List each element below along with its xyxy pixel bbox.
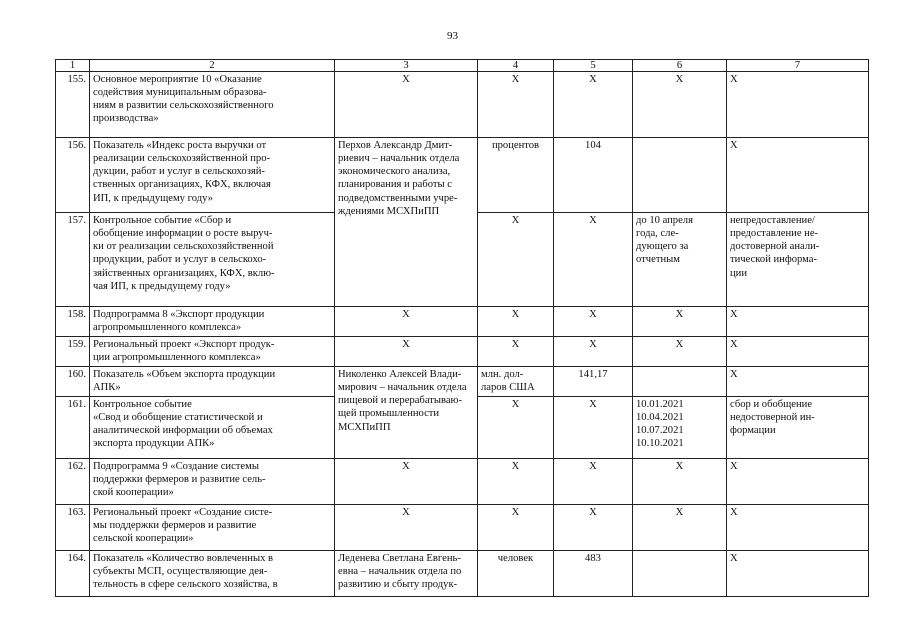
header-col-7: 7	[727, 60, 869, 72]
row-deadline	[633, 367, 727, 397]
row-value: X	[554, 505, 633, 551]
table-row	[56, 505, 869, 551]
row-value: 141,17	[554, 367, 633, 397]
row-number: 163.	[56, 505, 90, 551]
row-deadline: X	[633, 337, 727, 367]
row-responsible: X	[335, 459, 478, 505]
row-name: Показатель «Объем экспорта продукции АПК»	[90, 367, 335, 397]
row-value: 483	[554, 551, 633, 597]
row-value: X	[554, 213, 633, 307]
row-risk: X	[727, 459, 869, 505]
row-value: X	[554, 459, 633, 505]
row-risk: X	[727, 505, 869, 551]
header-col-2: 2	[90, 60, 335, 72]
row-number: 158.	[56, 307, 90, 337]
row-name: Основное мероприятие 10 «Оказание содействия муниципальным образова- ниям в развитии сельскохозяйственного производства»	[90, 72, 335, 138]
row-risk: X	[727, 72, 869, 138]
row-name: Подпрограмма 9 «Создание системы поддержки фермеров и развитие сель- ской кооперации»	[90, 459, 335, 505]
row-name: Показатель «Индекс роста выручки от реализации сельскохозяйственной про- дукции, работ и услуг в сельскохозяй- ственных организациях, КФХ, включая ИП, к предыдущему году»	[90, 138, 335, 213]
row-responsible: Николенко Алексей Влади- мирович – начальник отдела пищевой и перерабатываю- щей промышленности МСХПиПП	[335, 367, 478, 459]
row-responsible: Леденева Светлана Евгень- евна – начальник отдела по развитию и сбыту продук-	[335, 551, 478, 597]
row-value: X	[554, 337, 633, 367]
row-risk: X	[727, 307, 869, 337]
row-number: 155.	[56, 72, 90, 138]
row-responsible: Перхов Александр Дмит- риевич – начальник отдела экономического анализа, планирования и работы с подведомственными учре- ждениями МСХПиПП	[335, 138, 478, 307]
table-row	[56, 138, 869, 213]
row-value: X	[554, 397, 633, 459]
row-unit: X	[478, 307, 554, 337]
header-col-6: 6	[633, 60, 727, 72]
row-number: 157.	[56, 213, 90, 307]
table-row	[56, 551, 869, 597]
row-value: X	[554, 307, 633, 337]
row-deadline	[633, 138, 727, 213]
row-unit: млн. дол- ларов США	[478, 367, 554, 397]
row-unit: человек	[478, 551, 554, 597]
header-col-5: 5	[554, 60, 633, 72]
row-risk: X	[727, 337, 869, 367]
row-responsible: X	[335, 72, 478, 138]
row-unit: X	[478, 397, 554, 459]
row-name: Контрольное событие «Свод и обобщение статистической и аналитической информации об объемах экспорта продукции АПК»	[90, 397, 335, 459]
row-risk: непредоставление/ предоставление не- достоверной анали- тической информа- ции	[727, 213, 869, 307]
row-risk: X	[727, 551, 869, 597]
header-col-1: 1	[56, 60, 90, 72]
row-name: Контрольное событие «Сбор и обобщение информации о росте выруч- ки от реализации сельскохозяйственной продукции, работ и услуг в сельскохо- зяйственных организациях, КФХ, вклю- чая ИП, к предыдущему году»	[90, 213, 335, 307]
table-row	[56, 72, 869, 138]
row-deadline	[633, 551, 727, 597]
header-col-4: 4	[478, 60, 554, 72]
measures-table	[55, 59, 869, 597]
row-name: Подпрограмма 8 «Экспорт продукции агропромышленного комплекса»	[90, 307, 335, 337]
table-row	[56, 337, 869, 367]
row-risk: сбор и обобщение недостоверной ин- формации	[727, 397, 869, 459]
row-number: 162.	[56, 459, 90, 505]
table-row	[56, 459, 869, 505]
row-deadline: X	[633, 307, 727, 337]
row-unit: X	[478, 72, 554, 138]
row-risk: X	[727, 367, 869, 397]
row-number: 161.	[56, 397, 90, 459]
table-row	[56, 307, 869, 337]
row-number: 164.	[56, 551, 90, 597]
row-unit: процентов	[478, 138, 554, 213]
row-responsible: X	[335, 337, 478, 367]
row-unit: X	[478, 337, 554, 367]
row-unit: X	[478, 459, 554, 505]
row-deadline: X	[633, 72, 727, 138]
row-value: X	[554, 72, 633, 138]
row-responsible: X	[335, 505, 478, 551]
header-col-3: 3	[335, 60, 478, 72]
row-deadline: X	[633, 505, 727, 551]
row-unit: X	[478, 505, 554, 551]
row-deadline: 10.01.2021 10.04.2021 10.07.2021 10.10.2021	[633, 397, 727, 459]
row-number: 160.	[56, 367, 90, 397]
page-number: 93	[447, 30, 458, 42]
row-deadline: X	[633, 459, 727, 505]
row-name: Региональный проект «Создание систе- мы поддержки фермеров и развитие сельской кооперации»	[90, 505, 335, 551]
header-row	[56, 60, 869, 72]
row-number: 156.	[56, 138, 90, 213]
row-deadline: до 10 апреля года, сле- дующего за отчетным	[633, 213, 727, 307]
row-name: Региональный проект «Экспорт продук- ции агропромышленного комплекса»	[90, 337, 335, 367]
table-row	[56, 367, 869, 397]
row-unit: X	[478, 213, 554, 307]
row-number: 159.	[56, 337, 90, 367]
row-value: 104	[554, 138, 633, 213]
row-name: Показатель «Количество вовлеченных в субъекты МСП, осуществляющие дея- тельность в сфере сельского хозяйства, в	[90, 551, 335, 597]
row-responsible: X	[335, 307, 478, 337]
row-risk: X	[727, 138, 869, 213]
